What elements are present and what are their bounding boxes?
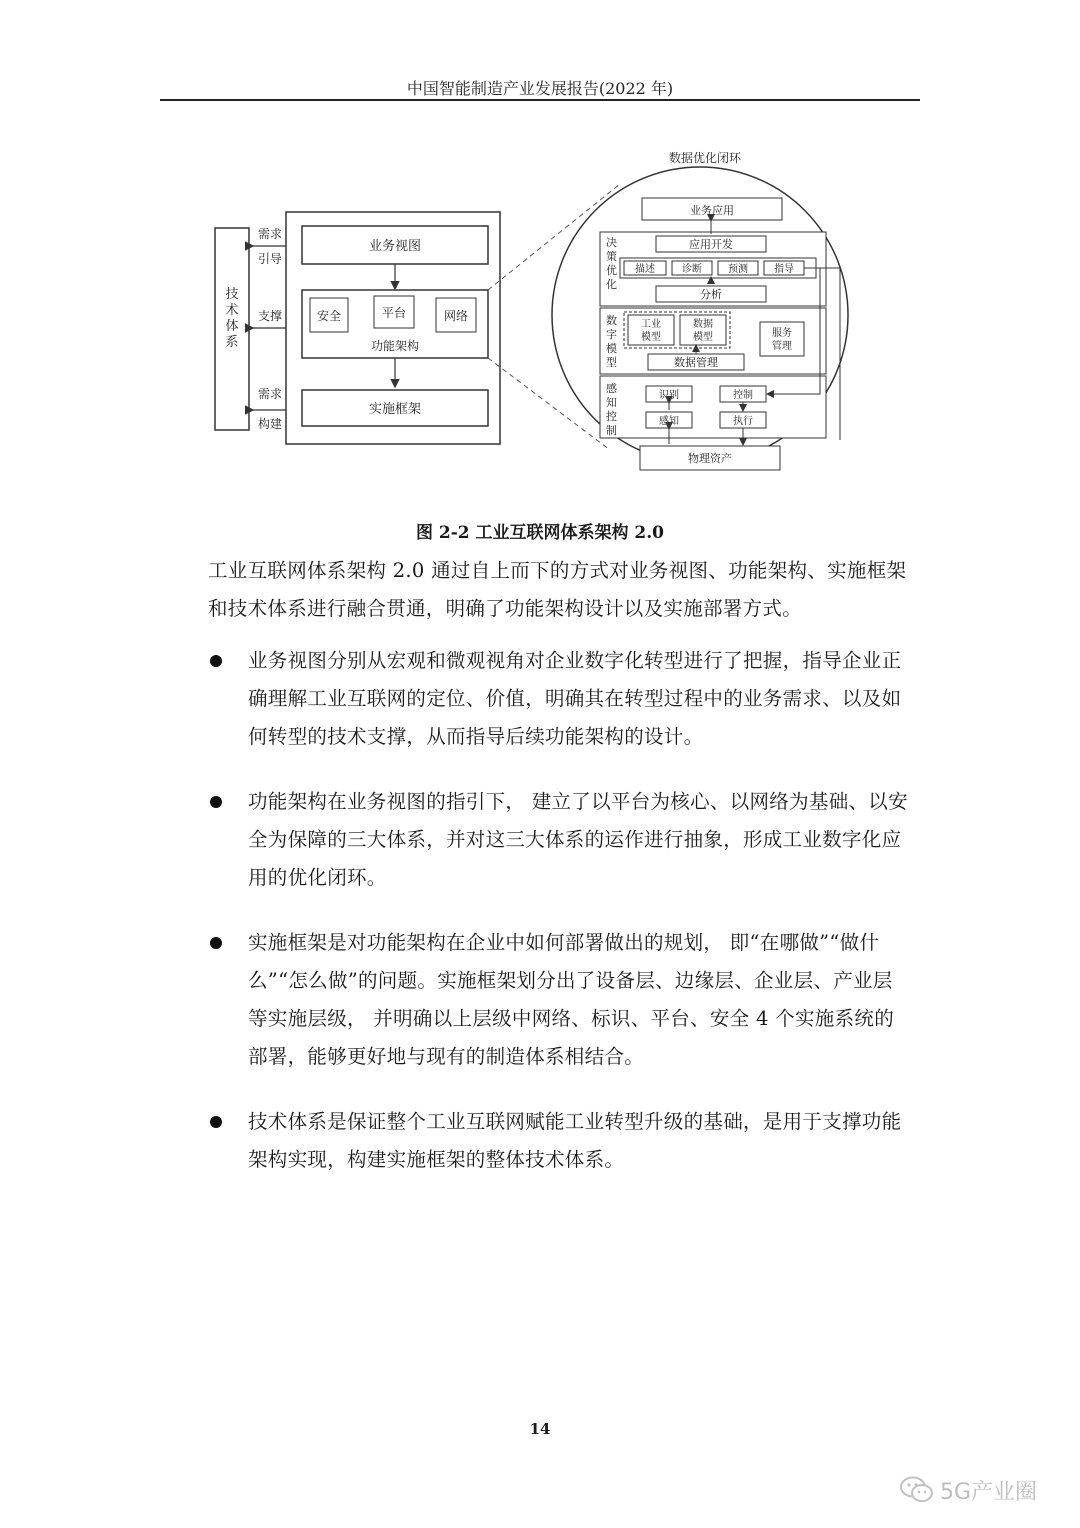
list-item <box>210 783 910 897</box>
function-arch-label: 功能架构 <box>370 339 420 353</box>
list-item <box>210 924 910 1076</box>
bullet-text: 实施框架是对功能架构在企业中如何部署做出的规划， 即“在哪做”“做什么”“怎么做”的问题。实施框架划分出了设备层、边缘层、企业层、产业层等实施层级， 并明确以上层级中网络、标识、平台、安全 4 个实施系统的部署，能够更好地与现有的制造体系相结合。 <box>248 931 895 1068</box>
bullet-list <box>210 642 910 1206</box>
identify-label: 识别 <box>659 390 679 401</box>
loop-title: 数据优化闭环 <box>668 151 742 165</box>
arrow-label-guide: 引导 <box>257 252 283 266</box>
bullet-dot <box>210 655 222 667</box>
security-label: 安全 <box>316 309 342 323</box>
watermark <box>900 1470 1050 1510</box>
impl-framework-label: 实施框架 <box>368 402 422 417</box>
guide-label: 指导 <box>774 264 794 275</box>
app-dev-label: 应用开发 <box>689 238 733 251</box>
control-label: 控制 <box>733 390 753 401</box>
bullet-dot <box>210 1116 222 1128</box>
digital-model-layer-label: 数字模型 <box>606 314 617 369</box>
arrow-label-support: 支撑 <box>257 309 283 323</box>
arrow-label-demand-2: 需求 <box>257 387 283 401</box>
watermark-text: 5G产业圈 <box>940 1479 1038 1505</box>
bullet-text: 功能架构在业务视图的指引下， 建立了以平台为核心、以网络为基础、以安全为保障的三大体系，并对这三大体系的运作进行抽象，形成工业数字化应用的优化闭环。 <box>248 790 908 889</box>
architecture-diagram <box>200 140 890 480</box>
analysis-label: 分析 <box>700 288 722 301</box>
diagnose-label: 诊断 <box>682 264 702 275</box>
business-view-label: 业务视图 <box>368 239 422 254</box>
list-item <box>210 1103 910 1179</box>
figure-caption: 图 2-2 工业互联网体系架构 2.0 <box>415 523 665 543</box>
intro-text: 工业互联网体系架构 2.0 通过自上而下的方式对业务视图、功能架构、实施框架和技术体系进行融合贯通，明确了功能架构设计以及实施部署方式。 <box>208 559 907 620</box>
list-item <box>210 642 910 756</box>
data-model-label: 数据模型 <box>693 319 713 343</box>
describe-label: 描述 <box>635 264 655 275</box>
network-label: 网络 <box>443 309 469 323</box>
arrow-label-build: 构建 <box>257 417 283 431</box>
page-number: 14 <box>529 1420 551 1438</box>
intro-paragraph <box>208 552 908 628</box>
data-mgmt-label: 数据管理 <box>674 356 718 369</box>
execute-label: 执行 <box>733 416 753 427</box>
platform-label: 平台 <box>381 306 407 320</box>
physical-assets-label: 物理资产 <box>688 452 732 465</box>
arrow-label-demand-1: 需求 <box>257 227 283 241</box>
bullet-text: 业务视图分别从宏观和微观视角对企业数字化转型进行了把握，指导企业正确理解工业互联网的定位、价值，明确其在转型过程中的业务需求、以及如何转型的技术支撑，从而指导后续功能架构的设计。 <box>248 649 902 748</box>
bullet-dot <box>210 796 222 808</box>
industrial-model-label: 工业模型 <box>641 319 661 343</box>
bullet-text: 技术体系是保证整个工业互联网赋能工业转型升级的基础，是用于支撑功能架构实现，构建实施框架的整体技术体系。 <box>248 1110 902 1171</box>
predict-label: 预测 <box>728 264 748 275</box>
sense-control-layer <box>600 376 826 438</box>
wechat-icon <box>900 1476 934 1504</box>
running-header: 中国智能制造产业发展报告(2022 年) <box>406 79 674 98</box>
architecture-figure <box>200 140 890 480</box>
sense-control-layer-label: 感知控制 <box>606 382 617 437</box>
business-app-label: 业务应用 <box>690 204 734 217</box>
service-mgmt-label: 服务管理 <box>772 328 792 352</box>
header-rule <box>160 99 920 101</box>
decision-layer-label: 决策优化 <box>606 236 617 291</box>
perceive-label: 感知 <box>659 416 679 427</box>
tech-system-label: 技术体系 <box>225 287 239 350</box>
bullet-dot <box>210 937 222 949</box>
